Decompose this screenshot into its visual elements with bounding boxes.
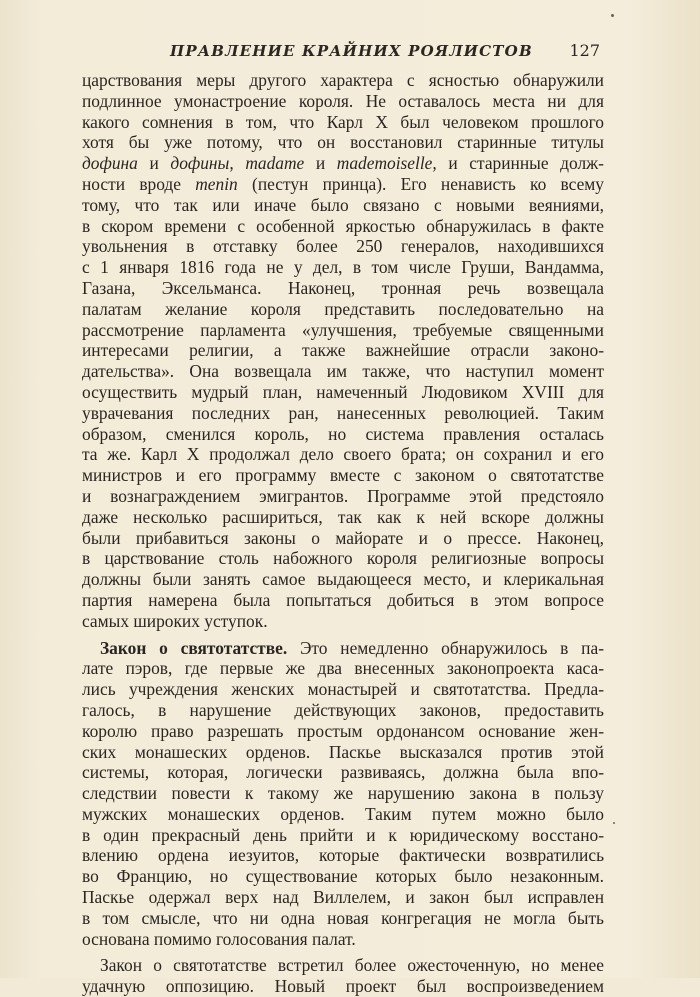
text-line: и вознаграждением эмигрантов. Программе этой предстояло <box>82 485 604 506</box>
running-title: ПРАВЛЕНИЕ КРАЙНИХ РОЯЛИСТОВ <box>170 42 533 60</box>
text-line: лате пэров, где первые же два внесенных законопроекта каса- <box>82 658 604 679</box>
text-run: и <box>137 153 171 174</box>
text-run: ности вроде <box>82 173 196 194</box>
page-header <box>82 38 602 64</box>
text-run: (пестун принца). Его ненависть ко всему <box>237 173 604 194</box>
italic-term: menin <box>195 173 238 194</box>
italic-term: mademoiselle, <box>336 153 437 174</box>
text-line: дательства». Она возвещала им также, что наступил момент <box>82 361 604 382</box>
text-line: с 1 января 1816 года не у дел, в том числе Груши, Вандамма, <box>82 257 604 278</box>
text-line: удачную оппозицию. Новый проект был воспроизведением <box>82 976 604 997</box>
text-line: в скором времени с особенной яркостью обнаружилась в факте <box>82 215 604 236</box>
italic-term: madame <box>245 153 305 174</box>
text-line: Паскье одержал верх над Виллелем, и закон был исправлен <box>82 887 604 908</box>
text-line: интересами религии, а также важнейшие отрасли законо- <box>82 340 604 361</box>
text-run: и старинные долж- <box>436 153 604 174</box>
text-line: подлинное умонастроение короля. Не оставалось места ни для <box>82 90 604 111</box>
page-number: 127 <box>569 41 600 60</box>
text-line: основана помимо голосования палат. <box>82 928 356 949</box>
text-line: влению ордена иезуитов, которые фактически возвратились <box>82 845 604 866</box>
text-run <box>234 153 246 173</box>
text-line: тому, что так или иначе было связано с новыми веяниями, <box>82 194 604 215</box>
text-line: галось, в нарушение действующих законов, предоставить <box>82 699 604 720</box>
text-line: рассмотрение парламента «улучшения, требуемые священными <box>82 319 604 340</box>
text-line <box>82 174 604 195</box>
text-line: в том смысле, что ни одна новая конгрегация не могла быть <box>82 907 604 928</box>
text-line: самых широких уступок. <box>82 610 268 631</box>
text-line: лись учреждения женских монастырей и святотатства. Предла- <box>82 679 604 700</box>
text-line: Закон о святотатстве встретил более ожесточенную, но менее <box>100 955 604 976</box>
text-line: та же. Карл X продолжал дело своего брата; он сохранил и его <box>82 444 604 465</box>
text-run: и <box>304 153 337 174</box>
section-heading: Закон о святотатстве. <box>100 637 288 658</box>
text-line: в царствование столь набожного короля религиозные вопросы <box>82 548 604 569</box>
text-line: осуществить мудрый план, намеченный Людовиком XVIII для <box>82 381 604 402</box>
text-line <box>82 153 604 174</box>
text-line: партия намерена была попытаться добиться в этом вопросе <box>82 589 604 610</box>
text-line: министров и его программу вместе с законом о святотатстве <box>82 465 604 486</box>
text-line: были прибавиться законы о майорате и о прессе. Наконец, <box>82 527 604 548</box>
text-line: царствования меры другого характера с ясностью обнаружили <box>82 70 604 90</box>
text-line: мужских монашеских орденов. Таким путем можно было <box>82 803 604 824</box>
paper-speck <box>613 822 615 824</box>
text-line: хотя бы уже потому, что он восстановил старинные титулы <box>82 132 604 153</box>
text-line: уврачевания последних ран, нанесенных революцией. Таким <box>82 402 604 423</box>
text-line: во Францию, но существование которых было незаконным. <box>82 866 604 887</box>
text-line: палатам желание короля представить последовательно на <box>82 298 604 319</box>
italic-term: дофины, <box>170 153 234 174</box>
text-line: королю право разрешать простым ордонансом основание жен- <box>82 720 604 741</box>
text-run: Это немедленно обнаружилось в па- <box>287 637 604 658</box>
text-line: ских монашеских орденов. Паскье высказался против этой <box>82 741 604 762</box>
paper-speck <box>611 14 614 17</box>
text-line: следствии повести к такому же нарушению закона в пользу <box>82 783 604 804</box>
italic-term: дофина <box>82 153 138 174</box>
body-text <box>82 70 604 997</box>
text-line: системы, которая, логически развиваясь, должна была впо- <box>82 762 604 783</box>
text-line <box>82 638 604 659</box>
text-line: даже несколько расшириться, так как к ней вскоре должны <box>82 506 604 527</box>
text-line: Газана, Эксельманса. Наконец, тронная речь возвещала <box>82 277 604 298</box>
text-line: образом, сменился король, но система правления осталась <box>82 423 604 444</box>
text-line: какого сомнения в том, что Карл X был человеком прошлого <box>82 111 604 132</box>
text-line: в один прекрасный день прийти и к юридическому восстано- <box>82 824 604 845</box>
text-line: увольнения в отставку более 250 генералов, находившихся <box>82 236 604 257</box>
text-line: должны были занять самое выдающееся место, и клерикальная <box>82 569 604 590</box>
